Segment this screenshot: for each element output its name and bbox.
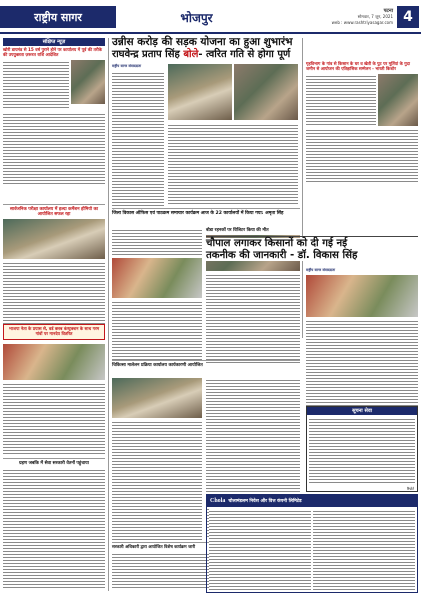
left-story-3-body: [3, 382, 105, 456]
mid-story-a-headline: जिला विकास ऑफिस एवं पाठक्रम समाचार कार्यक्रम आज के 22 कार्यालयों में किया गया: अमृता सिंह: [112, 211, 284, 216]
mid-story-a-body: [112, 228, 202, 360]
mid-photo: [112, 258, 202, 298]
page-number: 4: [397, 6, 419, 28]
mid-story-b-headline: चिकित्सा मालेलन प्रक्रिया कार्यालय कार्यकारणी आयोजित: [112, 363, 203, 368]
newspaper-logo: राष्ट्रीय सागर: [0, 6, 116, 28]
right-top-headline: गृहविभाग के गांव से किसान के घर व खेती के पुट पर मूर्तियां के गुदा जमीन से आयोजन की एतिहासिक सम्मेलन - भारती किशोर: [306, 61, 410, 71]
left-story-headline: खोरी डायमंड से 15 वर्ष पुराने होने पर कार्यालय में पूर्व की तरीके की उपयुक्तता ज़रूरत राशि आदेशित: [3, 47, 102, 57]
event-photo: [3, 219, 105, 259]
lead-story-body: [112, 71, 164, 211]
left-story-2-body: [3, 261, 105, 329]
left-story-3: [3, 344, 105, 456]
chaupal-headline-line1: चौपाल लगाकर किसानों को दी गई नई: [206, 238, 348, 249]
column-divider: [302, 38, 303, 338]
lead-headline-prefix: राघवेन्द्र प्रताप सिंह: [112, 49, 180, 61]
notice-box: [306, 406, 418, 492]
mid-photo-b: [112, 378, 202, 418]
lead-photo-1: [168, 64, 232, 120]
mid-story-b-body: [112, 420, 202, 540]
chaupal-byline: राष्ट्रीय सागर संवाददाता: [306, 268, 336, 272]
portrait-photo: [71, 60, 105, 104]
left-story-4: [3, 461, 105, 588]
lead-headline-line1: उन्नीस करोड़ की सड़क योजना का हुआ शुभारंभ: [112, 36, 293, 48]
advert-headline: चोलामंडलम निवेश और वित्त कंपनी लिमिटेड: [228, 499, 302, 504]
edition-website: web : www.rashtriyasagar.com: [331, 20, 393, 25]
lead-headline-said: बोले: [183, 49, 199, 61]
left-story-2: [3, 207, 105, 329]
divider: [112, 360, 300, 361]
lead-story-headline-block: [112, 36, 412, 61]
lead-byline: राष्ट्रीय सागर संवाददाता: [112, 64, 142, 68]
mid-story-c-headline: बोडा रहनकों पर विजिटर किया की मौत: [206, 228, 269, 233]
edition-city: पटना: [383, 8, 393, 14]
notice-footer: रिपोर्ट: [407, 487, 414, 491]
body-text: [306, 319, 418, 409]
body-text: [306, 74, 376, 126]
left-story-body: [3, 112, 105, 184]
left-story-2-headline: सार्वजनिक परीक्षा कार्यालय में हल्दा कर्मेशन होमियो का आयोजित सफल रहा: [9, 207, 99, 218]
column-divider: [108, 38, 109, 591]
chola-logo: Chola: [210, 498, 226, 504]
chola-advertisement: [206, 494, 418, 593]
body-text: [206, 273, 300, 365]
left-column: [3, 38, 105, 184]
masthead: [0, 0, 421, 34]
body-text: [112, 300, 202, 360]
mid-story-a: [112, 211, 300, 216]
advert-body-right: [313, 509, 415, 591]
edition-date: सोमवार, 7 जून, 2021: [357, 14, 393, 19]
body-text: [306, 128, 418, 184]
divider: [206, 236, 418, 237]
mid-story-d-headline: सरकारी अधिकारी द्वारा आयोजित विशेष कार्यक्रम जारी: [112, 544, 196, 549]
notice-title: सूचना सेवा: [307, 407, 417, 415]
chaupal-story-body: [306, 268, 418, 409]
right-photo: [378, 74, 418, 126]
chaupal-headline-line2: तकनीक की जानकारी - डॉ. विकास सिंह: [206, 249, 358, 261]
mid-story-b: [112, 363, 300, 368]
lead-story-left-col: [112, 64, 164, 211]
highlight-box-headline: भाजपा नेता के प्रयास से, वर्ड क्लब कंस्ट्रक्शन के साथ गरम गांवों पर मानदेय वितरित: [8, 326, 100, 336]
highlight-box: [3, 324, 105, 340]
left-story-4-headline: ग्रहण जबकि में सेवा सरकारी वेतनों पहुंचाया: [19, 461, 89, 466]
edition-meta: [277, 0, 397, 32]
group-photo: [3, 344, 105, 380]
news-brief-strip: संक्षिप्त न्यूज़: [3, 38, 105, 46]
left-story-4-body: [3, 468, 105, 588]
chaupal-story-headline: [206, 238, 420, 261]
notice-body: [309, 417, 415, 485]
chaupal-photo: [306, 275, 418, 317]
divider: [3, 204, 105, 205]
body-text: [112, 228, 202, 256]
divider: [112, 208, 300, 209]
advert-header: [207, 495, 417, 507]
lead-headline-suffix: - त्वरित गति से होगा पूर्ण: [198, 49, 291, 61]
divider: [3, 458, 105, 459]
right-top-story: [306, 62, 418, 184]
lead-photo-2: [234, 64, 298, 120]
lead-headline-line2: [112, 49, 412, 61]
lead-story-body-2: [168, 123, 298, 205]
section-title: भोजपुर: [180, 11, 213, 25]
advert-body-left: [209, 509, 311, 591]
left-story-body: [3, 60, 69, 110]
